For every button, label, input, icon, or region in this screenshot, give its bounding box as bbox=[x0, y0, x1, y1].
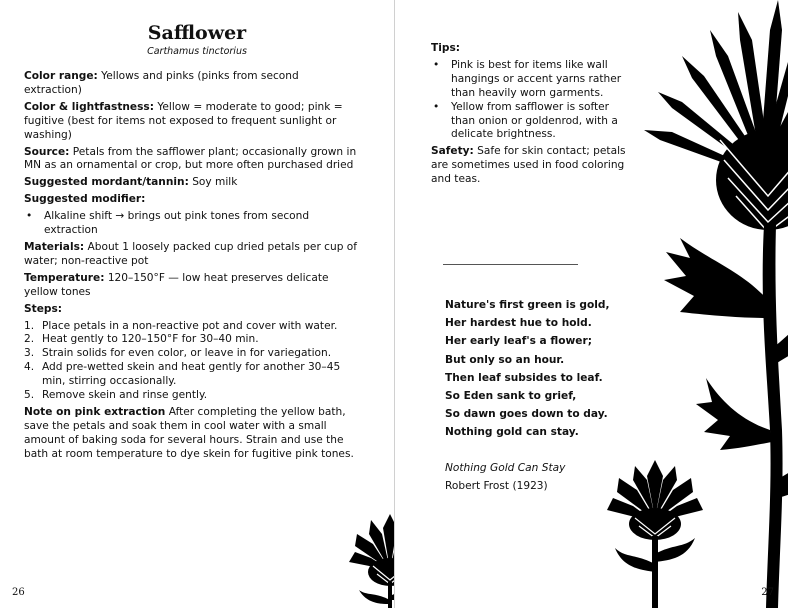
temperature-label: Temperature: bbox=[24, 271, 105, 284]
safety bbox=[431, 145, 631, 187]
mordant-text: Soy milk bbox=[192, 176, 238, 189]
step-item bbox=[24, 347, 359, 361]
safflower-small-right-illustration bbox=[605, 458, 705, 608]
scientific-name: Carthamus tinctorius bbox=[147, 46, 247, 57]
step-text: Add pre-wetted skein and heat gently for another 30–45 min, stirring occasionally. bbox=[42, 361, 341, 388]
materials bbox=[24, 241, 359, 269]
tip-text: Pink is best for items like wall hangings or accent yarns rather than heavily worn garments. bbox=[451, 58, 622, 99]
pink-extraction-note bbox=[24, 406, 359, 462]
materials-label: Materials: bbox=[24, 240, 85, 253]
source bbox=[24, 146, 359, 174]
modifier-item-text: Alkaline shift → brings out pink tones from second extraction bbox=[44, 210, 310, 237]
note-label: Note on pink extraction bbox=[24, 405, 166, 418]
bullet-marker: • bbox=[26, 210, 33, 223]
modifier bbox=[24, 193, 359, 207]
modifier-item bbox=[24, 210, 359, 238]
step-item bbox=[24, 320, 359, 334]
poem-line: But only so an hour. bbox=[445, 353, 565, 366]
tips-label: Tips: bbox=[431, 42, 460, 54]
dye-profile bbox=[24, 70, 359, 465]
mordant bbox=[24, 176, 359, 190]
poem-line: Nature's first green is gold, bbox=[445, 299, 610, 311]
step-item bbox=[24, 333, 359, 347]
source-text: Petals from the safflower plant; occasionally grown in MN as an ornamental or crop, but more often purchased dried bbox=[24, 145, 357, 172]
materials-text: About 1 loosely packed cup dried petals per cup of water; non-reactive pot bbox=[24, 240, 358, 267]
bullet-marker: • bbox=[433, 100, 440, 113]
lightfastness bbox=[24, 101, 359, 143]
page-number-left: 26 bbox=[12, 587, 25, 598]
bullet-marker: • bbox=[433, 58, 440, 71]
safety-label: Safety: bbox=[431, 145, 474, 158]
tip-item bbox=[431, 101, 631, 143]
lightfastness-label: Color & lightfastness: bbox=[24, 100, 154, 113]
step-item bbox=[24, 361, 359, 389]
steps-label: Steps: bbox=[24, 302, 63, 315]
poem-line: So Eden sank to grief, bbox=[445, 390, 577, 403]
page-title: Safflower bbox=[147, 22, 247, 44]
step-number: 5. bbox=[24, 389, 35, 402]
safflower-small-left-illustration bbox=[345, 508, 394, 608]
modifier-label: Suggested modifier: bbox=[24, 193, 146, 206]
tip-item bbox=[431, 59, 631, 101]
safety-text: Safe for skin contact; petals are sometimes used in food coloring and teas. bbox=[431, 145, 626, 186]
step-item bbox=[24, 389, 359, 403]
step-text: Heat gently to 120–150°F for 30–40 min. bbox=[42, 333, 259, 346]
right-page bbox=[395, 0, 788, 608]
lightfastness-text: Yellow = moderate to good; pink = fugitive (best for items not exposed to frequent sunlight or washing) bbox=[24, 100, 343, 141]
step-number: 1. bbox=[24, 319, 35, 332]
poem-line: Her hardest hue to hold. bbox=[445, 317, 592, 330]
color-range-label: Color range: bbox=[24, 70, 98, 82]
step-text: Place petals in a non-reactive pot and cover with water. bbox=[42, 319, 338, 332]
poem-line: So dawn goes down to day. bbox=[445, 408, 608, 421]
poem-line: Then leaf subsides to leaf. bbox=[445, 371, 603, 384]
poem-title: Nothing Gold Can Stay bbox=[445, 462, 566, 474]
poem-line: Nothing gold can stay. bbox=[445, 426, 579, 439]
tips-heading bbox=[431, 42, 631, 56]
poem bbox=[445, 296, 610, 442]
mordant-label: Suggested mordant/tannin: bbox=[24, 176, 189, 189]
color-range bbox=[24, 70, 359, 98]
temperature-text: 120–150°F — low heat preserves delicate yellow tones bbox=[24, 271, 329, 298]
tip-text: Yellow from safflower is softer than onion or goldenrod, with a delicate brightness. bbox=[451, 100, 618, 141]
temperature bbox=[24, 272, 359, 300]
section-divider bbox=[443, 264, 578, 265]
steps-heading bbox=[24, 303, 359, 317]
step-text: Remove skein and rinse gently. bbox=[42, 389, 208, 402]
step-number: 2. bbox=[24, 333, 35, 346]
color-range-text: Yellows and pinks (pinks from second extraction) bbox=[24, 70, 299, 96]
step-number: 3. bbox=[24, 347, 35, 360]
step-text: Strain solids for even color, or leave in for variegation. bbox=[42, 347, 332, 360]
tips-section bbox=[431, 42, 631, 190]
source-label: Source: bbox=[24, 145, 70, 158]
page-number-right: 27 bbox=[761, 587, 774, 598]
poem-line: Her early leaf's a flower; bbox=[445, 335, 592, 348]
poem-author: Robert Frost (1923) bbox=[445, 480, 548, 492]
note-text: After completing the yellow bath, save the petals and soak them in cool water with a small amount of baking soda for several hours. Strain and use the bath at room temperature to dye skein for fugitive pink tones. bbox=[24, 405, 354, 460]
step-number: 4. bbox=[24, 361, 35, 374]
